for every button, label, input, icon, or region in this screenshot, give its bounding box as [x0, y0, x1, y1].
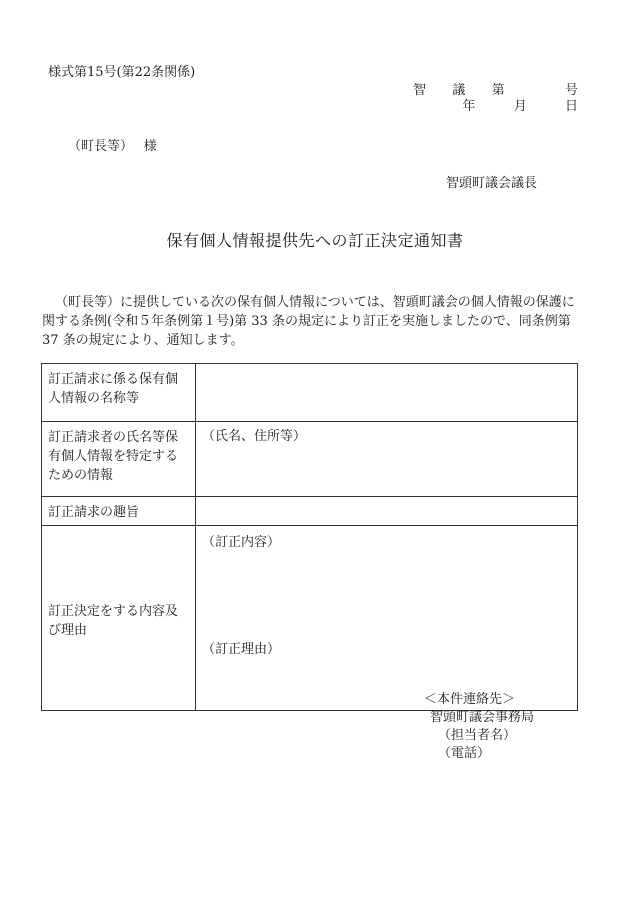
table-value-requester: （氏名、住所等） [196, 422, 578, 497]
table-row [42, 526, 578, 711]
table-value-decision [196, 526, 578, 711]
table-value-purpose [196, 497, 578, 526]
contact-phone: （電話） [438, 746, 491, 761]
form-number: 様式第15号(第22条関係) [48, 65, 196, 80]
date-day: 日 [564, 99, 578, 114]
table-row [42, 497, 578, 526]
doc-number-prefix-3: 第 [491, 83, 505, 98]
table-label-requester: 訂正請求者の氏名等保有個人情報を特定するための情報 [42, 422, 196, 497]
doc-number-suffix: 号 [564, 83, 578, 98]
date-year: 年 [462, 99, 476, 114]
correction-reason-label: （訂正理由） [202, 642, 281, 657]
document-date [462, 100, 578, 113]
document-title: 保有個人情報提供先への訂正決定通知書 [166, 231, 464, 250]
table-row [42, 422, 578, 497]
document-number [413, 84, 578, 97]
correction-content-label: （訂正内容） [202, 535, 281, 550]
doc-number-prefix-1: 智 [413, 83, 427, 98]
date-month: 月 [513, 99, 527, 114]
contact-office: 智頭町議会事務局 [430, 710, 535, 725]
table-value-info-name [196, 364, 578, 422]
contact-block [424, 691, 534, 763]
table-label-purpose: 訂正請求の趣旨 [42, 497, 196, 526]
contact-person: （担当者名） [438, 728, 517, 743]
contact-heading: ＜本件連絡先＞ [424, 692, 516, 707]
table-label-decision: 訂正決定をする内容及び理由 [42, 526, 196, 711]
doc-number-prefix-2: 議 [452, 83, 466, 98]
sender: 智頭町議会議長 [446, 176, 538, 191]
table-label-info-name: 訂正請求に係る保有個人情報の名称等 [42, 364, 196, 422]
notice-table [41, 363, 578, 711]
table-row [42, 364, 578, 422]
addressee: （町長等） 様 [68, 139, 157, 154]
body-text: （町長等）に提供している次の保有個人情報については、智頭町議会の個人情報の保護に関する条例(令和５年条例第１号)第 33 条の規定により訂正を実施しましたので、同条例第 37 条の規定により、通知します。 [42, 295, 575, 348]
